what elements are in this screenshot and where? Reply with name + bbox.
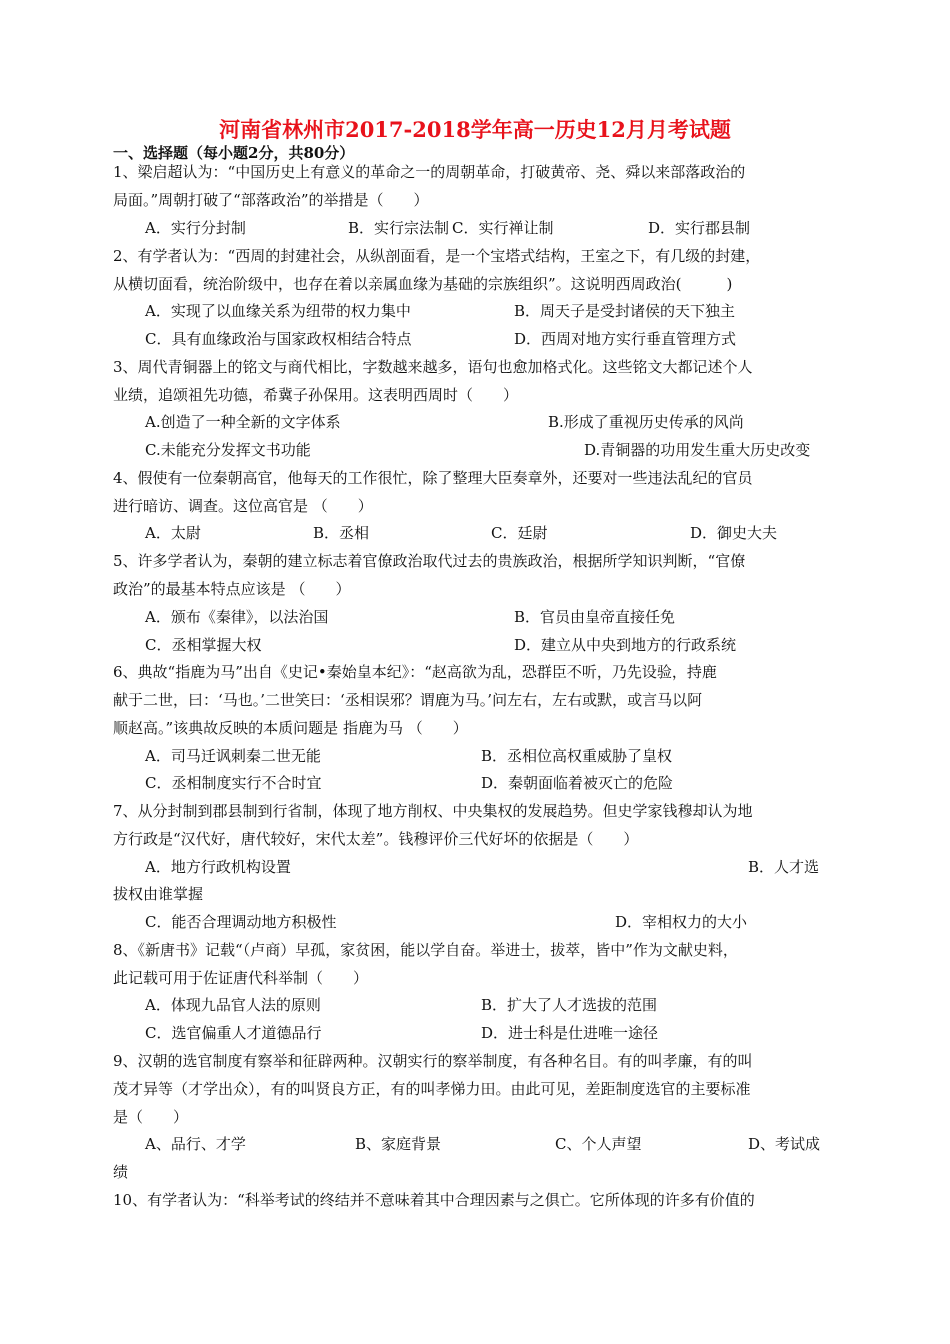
question-2-option-c: C．具有血缘政治与国家政权相结合特点 (145, 330, 412, 348)
question-1-line-2: 局面。”周朝打破了“部落政治”的举措是（ ） (113, 191, 429, 209)
question-5-line-2: 政治”的最基本特点应该是 （ ） (113, 580, 351, 598)
question-3-line-2: 业绩，追颂祖先功德，希冀子孙保用。这表明西周时（ ） (113, 386, 519, 404)
question-8-line-1: 8、《新唐书》记载“（卢商）早孤，家贫困，能以学自奋。举进士，拔萃，皆中”作为文献史料， (113, 941, 738, 959)
question-8-line-2: 此记载可用于佐证唐代科举制（ ） (113, 969, 369, 987)
question-2-option-a: A．实现了以血缘关系为纽带的权力集中 (145, 302, 411, 320)
question-9-line-2: 茂才异等（才学出众），有的叫贤良方正，有的叫孝悌力田。由此可见，差距制度选官的主要标准 (113, 1080, 751, 1098)
question-4-line-2: 进行暗访、调查。这位高官是 （ ） (113, 497, 373, 515)
page-title: 河南省林州市2017-2018学年高一历史12月月考试题 (219, 117, 731, 142)
question-1-option-c: C．实行禅让制 (452, 219, 554, 237)
question-7-line-1: 7、从分封制到郡县制到行省制，体现了地方削权、中央集权的发展趋势。但史学家钱穆却认为地 (113, 802, 753, 820)
question-4-option-c: C．廷尉 (491, 524, 548, 542)
question-5-option-a: A．颁布《秦律》，以法治国 (145, 608, 329, 626)
question-1-option-a: A．实行分封制 (145, 219, 246, 237)
question-9-line-3: 是（ ） (113, 1108, 189, 1126)
question-8-option-b: B．扩大了人才选拔的范围 (481, 996, 658, 1014)
question-4-line-1: 4、假使有一位秦朝高官，他每天的工作很忙，除了整理大臣奏章外，还要对一些违法乱纪的官员 (113, 469, 753, 487)
question-6-line-1: 6、典故“指鹿为马”出自《史记•秦始皇本纪》：“赵高欲为乱，恐群臣不听，乃先设验，持鹿 (113, 663, 717, 681)
question-1-option-b: B．实行宗法制 (348, 219, 450, 237)
question-7-line-2: 方行政是“汉代好，唐代较好，宋代太差”。钱穆评价三代好坏的依据是（ ） (113, 830, 639, 848)
question-1-line-1: 1、梁启超认为：“中国历史上有意义的革命之一的周朝革命，打破黄帝、尧、舜以来部落政治的 (113, 163, 746, 181)
question-6-option-b: B．丞相位高权重威胁了皇权 (481, 747, 673, 765)
question-9-option-d-continued: 绩 (113, 1163, 129, 1181)
question-7-option-b-continued: 拔权由谁掌握 (113, 885, 204, 903)
question-9-option-c: C、个人声望 (555, 1135, 642, 1153)
question-10-line-1: 10、有学者认为：“科举考试的终结并不意味着其中合理因素与之俱亡。它所体现的许多有价值的 (113, 1191, 755, 1209)
question-6-line-2: 献于二世，曰：‘马也。’二世笑曰：‘丞相误邪？谓鹿为马。’问左右，左右或默，或言马以阿 (113, 691, 703, 709)
question-6-option-a: A．司马迁讽刺秦二世无能 (145, 747, 321, 765)
question-2-option-b: B．周天子是受封诸侯的天下独主 (514, 302, 736, 320)
question-2-line-2: 从横切面看，统治阶级中，也存在着以亲属血缘为基础的宗族组织”。这说明西周政治( ) (113, 275, 733, 293)
question-8-option-d: D．进士科是仕进唯一途径 (481, 1024, 659, 1042)
question-5-line-1: 5、许多学者认为，秦朝的建立标志着官僚政治取代过去的贵族政治，根据所学知识判断，“官僚 (113, 552, 746, 570)
question-7-option-d: D．宰相权力的大小 (615, 913, 748, 931)
question-5-option-c: C．丞相掌握大权 (145, 636, 262, 654)
question-4-option-d: D．御史大夫 (690, 524, 778, 542)
question-6-option-c: C．丞相制度实行不合时宜 (145, 774, 322, 792)
question-3-option-a: A.创造了一种全新的文字体系 (145, 413, 341, 431)
question-6-option-d: D．秦朝面临着被灭亡的危险 (481, 774, 674, 792)
question-2-option-d: D．西周对地方实行垂直管理方式 (514, 330, 737, 348)
question-9-option-a: A、品行、才学 (145, 1135, 246, 1153)
question-7-option-a: A．地方行政机构设置 (145, 858, 291, 876)
question-8-option-c: C．选官偏重人才道德品行 (145, 1024, 322, 1042)
question-4-option-b: B．丞相 (313, 524, 370, 542)
question-3-option-b: B.形成了重视历史传承的风尚 (548, 413, 744, 431)
question-9-option-b: B、家庭背景 (355, 1135, 442, 1153)
question-3-option-d: D.青铜器的功用发生重大历史改变 (584, 441, 811, 459)
question-2-line-1: 2、有学者认为：“西周的封建社会，从纵剖面看，是一个宝塔式结构，王室之下，有几级的封建， (113, 247, 761, 265)
question-1-option-d: D．实行郡县制 (648, 219, 751, 237)
question-3-option-c: C.未能充分发挥文书功能 (145, 441, 311, 459)
question-4-option-a: A．太尉 (145, 524, 201, 542)
question-6-line-3: 顺赵高。”该典故反映的本质问题是 指鹿为马 （ ） (113, 719, 468, 737)
section-heading: 一、选择题（每小题2分，共80分） (113, 144, 355, 162)
question-3-line-1: 3、周代青铜器上的铭文与商代相比，字数越来越多，语句也愈加格式化。这些铭文大都记述个人 (113, 358, 753, 376)
question-8-option-a: A．体现九品官人法的原则 (145, 996, 321, 1014)
question-7-option-c: C．能否合理调动地方积极性 (145, 913, 337, 931)
question-9-line-1: 9、汉朝的选官制度有察举和征辟两种。汉朝实行的察举制度，有各种名目。有的叫孝廉，有的叫 (113, 1052, 753, 1070)
question-7-option-b: B．人才选 (748, 858, 820, 876)
question-9-option-d: D、考试成 (748, 1135, 821, 1153)
question-5-option-d: D．建立从中央到地方的行政系统 (514, 636, 737, 654)
question-5-option-b: B．官员由皇帝直接任免 (514, 608, 676, 626)
